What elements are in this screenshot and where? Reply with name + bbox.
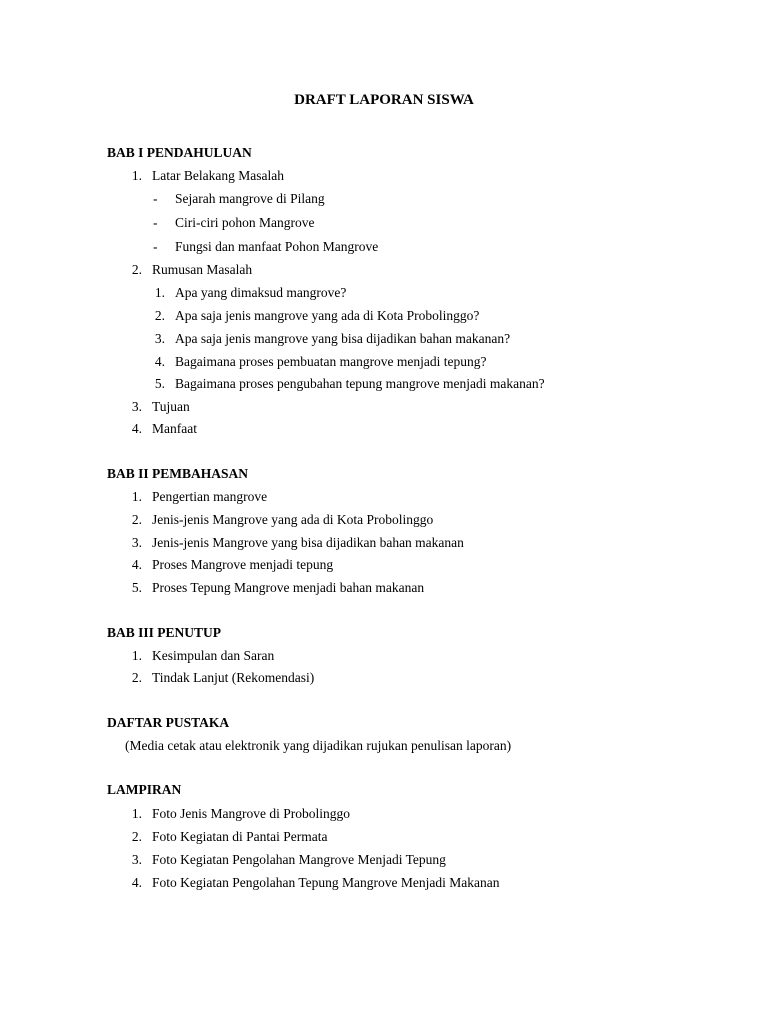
list-text: Foto Kegiatan Pengolahan Tepung Mangrove Menjadi Makanan — [152, 875, 500, 890]
list-number: 2. — [131, 670, 142, 685]
list-text: Tindak Lanjut (Rekomendasi) — [152, 670, 315, 685]
list-text: Fungsi dan manfaat Pohon Mangrove — [175, 239, 379, 254]
list-text: Foto Kegiatan di Pantai Permata — [152, 829, 328, 844]
list-number: 4. — [154, 354, 165, 369]
list-number: 3. — [154, 331, 165, 346]
list-number: 4. — [131, 557, 142, 572]
pustaka-note: (Media cetak atau elektronik yang dijadikan rujukan penulisan laporan) — [125, 738, 512, 753]
list-text: Apa saja jenis mangrove yang ada di Kota Probolinggo? — [175, 308, 480, 323]
list-dash: - — [153, 191, 158, 206]
list-text: Tujuan — [152, 399, 190, 414]
list-text: Bagaimana proses pembuatan mangrove menjadi tepung? — [175, 354, 487, 369]
list-number: 4. — [131, 875, 142, 890]
bab1-heading: BAB I PENDAHULUAN — [107, 145, 252, 160]
list-number: 3. — [131, 535, 142, 550]
list-number: 1. — [131, 168, 142, 183]
list-text: Jenis-jenis Mangrove yang bisa dijadikan bahan makanan — [152, 535, 464, 550]
list-text: Bagaimana proses pengubahan tepung mangrove menjadi makanan? — [175, 376, 545, 391]
list-text: Sejarah mangrove di Pilang — [175, 191, 325, 206]
list-text: Latar Belakang Masalah — [152, 168, 284, 183]
list-text: Manfaat — [152, 421, 197, 436]
lampiran-heading: LAMPIRAN — [107, 782, 182, 797]
list-text: Foto Jenis Mangrove di Probolinggo — [152, 806, 350, 821]
list-number: 1. — [131, 489, 142, 504]
bab3-heading: BAB III PENUTUP — [107, 625, 222, 640]
list-text: Kesimpulan dan Saran — [152, 648, 275, 663]
pustaka-heading: DAFTAR PUSTAKA — [107, 715, 230, 730]
list-number: 5. — [154, 376, 165, 391]
list-text: Proses Mangrove menjadi tepung — [152, 557, 334, 572]
list-number: 4. — [131, 421, 142, 436]
list-text: Foto Kegiatan Pengolahan Mangrove Menjadi Tepung — [152, 852, 446, 867]
list-number: 2. — [131, 512, 142, 527]
list-text: Proses Tepung Mangrove menjadi bahan makanan — [152, 580, 425, 595]
list-text: Jenis-jenis Mangrove yang ada di Kota Probolinggo — [152, 512, 434, 527]
list-text: Ciri-ciri pohon Mangrove — [175, 215, 315, 230]
list-text: Pengertian mangrove — [152, 489, 268, 504]
list-number: 2. — [131, 829, 142, 844]
list-number: 2. — [131, 262, 142, 277]
list-text: Apa yang dimaksud mangrove? — [175, 285, 347, 300]
list-number: 1. — [131, 806, 142, 821]
document-title: DRAFT LAPORAN SISWA — [294, 92, 474, 108]
list-number: 2. — [154, 308, 165, 323]
list-text: Rumusan Masalah — [152, 262, 253, 277]
bab2-heading: BAB II PEMBAHASAN — [107, 466, 249, 481]
list-number: 3. — [131, 399, 142, 414]
list-number: 3. — [131, 852, 142, 867]
list-number: 1. — [154, 285, 165, 300]
list-text: Apa saja jenis mangrove yang bisa dijadikan bahan makanan? — [175, 331, 511, 346]
list-number: 1. — [131, 648, 142, 663]
list-number: 5. — [131, 580, 142, 595]
list-dash: - — [153, 239, 158, 254]
list-dash: - — [153, 215, 158, 230]
